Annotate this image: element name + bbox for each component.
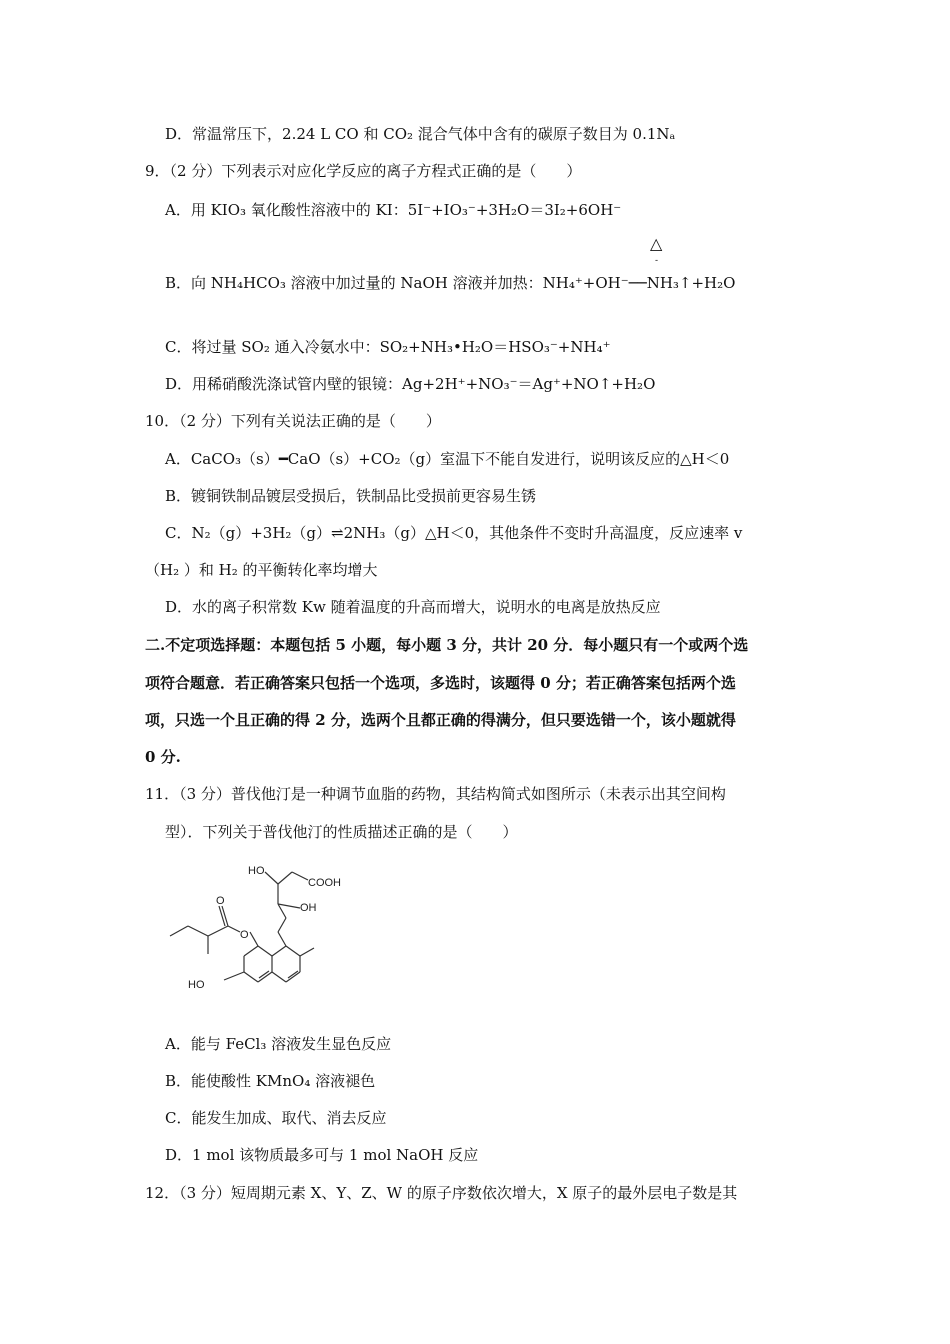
label-ho-top: HO [248, 865, 265, 877]
q9-stem: 9．（2 分）下列表示对应化学反应的离子方程式正确的是（ ） [145, 162, 582, 180]
section2-heading-line2: 项符合题意．若正确答案只包括一个选项，多选时，该题得 0 分；若正确答案包括两个选 [145, 674, 736, 692]
q11-stem-line2: 型）．下列关于普伐他汀的性质描述正确的是（ ） [165, 823, 518, 841]
q11-option-d: D．1 mol 该物质最多可与 1 mol NaOH 反应 [165, 1146, 479, 1164]
q10-option-a: A．CaCO₃（s）━CaO（s）+CO₂（g）室温下不能自发进行，说明该反应的△H＜0 [165, 450, 730, 468]
label-cooh: COOH [308, 877, 341, 889]
q9-option-b: B．向 NH₄HCO₃ 溶液中加过量的 NaOH 溶液并加热：NH₄⁺+OH⁻──NH₃↑+H₂O [165, 274, 736, 292]
q12-stem: 12．（3 分）短周期元素 X、Y、Z、W 的原子序数依次增大，X 原子的最外层电子数是其 [145, 1184, 738, 1202]
q11-option-b: B．能使酸性 KMnO₄ 溶液褪色 [165, 1072, 376, 1090]
q10-option-c-line1: C．N₂（g）+3H₂（g）⇌2NH₃（g）△H＜0，其他条件不变时升高温度，反应速率 v [165, 524, 743, 542]
q11-option-a: A．能与 FeCl₃ 溶液发生显色反应 [165, 1035, 392, 1053]
q9-option-d: D．用稀硝酸洗涤试管内壁的银镜：Ag+2H⁺+NO₃⁻＝Ag⁺+NO↑+H₂O [165, 375, 656, 393]
q11-stem-line1: 11．（3 分）普伐他汀是一种调节血脂的药物，其结构简式如图所示（未表示出其空间构 [145, 785, 726, 803]
q10-option-d: D．水的离子积常数 Kw 随着温度的升高而增大，说明水的电离是放热反应 [165, 598, 661, 616]
label-ester-o: O [240, 929, 249, 941]
label-oh: OH [300, 902, 317, 914]
section2-heading-line3: 项，只选一个且正确的得 2 分，选两个且都正确的得满分，但只要选错一个，该小题就得 [145, 711, 736, 729]
section2-heading-line4: 0 分. [145, 748, 181, 766]
label-carbonyl-o: O [216, 895, 225, 907]
label-ho-bottom: HO [188, 979, 205, 991]
q11-option-c: C．能发生加成、取代、消去反应 [165, 1109, 387, 1127]
q9-option-a: A．用 KIO₃ 氧化酸性溶液中的 KI：5I⁻+IO₃⁻+3H₂O＝3I₂+6OH⁻ [165, 201, 622, 219]
heat-triangle-symbol: △ [650, 234, 663, 253]
q10-stem: 10．（2 分）下列有关说法正确的是（ ） [145, 412, 441, 430]
q10-option-b: B．镀铜铁制品镀层受损后，铁制品比受损前更容易生锈 [165, 487, 537, 505]
pravastatin-structure-diagram [160, 858, 370, 1018]
q8-option-d: D．常温常压下，2.24 L CO 和 CO₂ 混合气体中含有的碳原子数目为 0.1Nₐ [165, 125, 676, 143]
section2-heading-line1: 二.不定项选择题：本题包括 5 小题，每小题 3 分，共计 20 分．每小题只有一个或两个选 [145, 636, 749, 654]
q10-option-c-line2: （H₂ ）和 H₂ 的平衡转化率均增大 [145, 561, 378, 579]
q9-option-c: C．将过量 SO₂ 通入冷氨水中：SO₂+NH₃•H₂O＝HSO₃⁻+NH₄⁺ [165, 338, 611, 356]
heat-dash: - [655, 256, 659, 266]
